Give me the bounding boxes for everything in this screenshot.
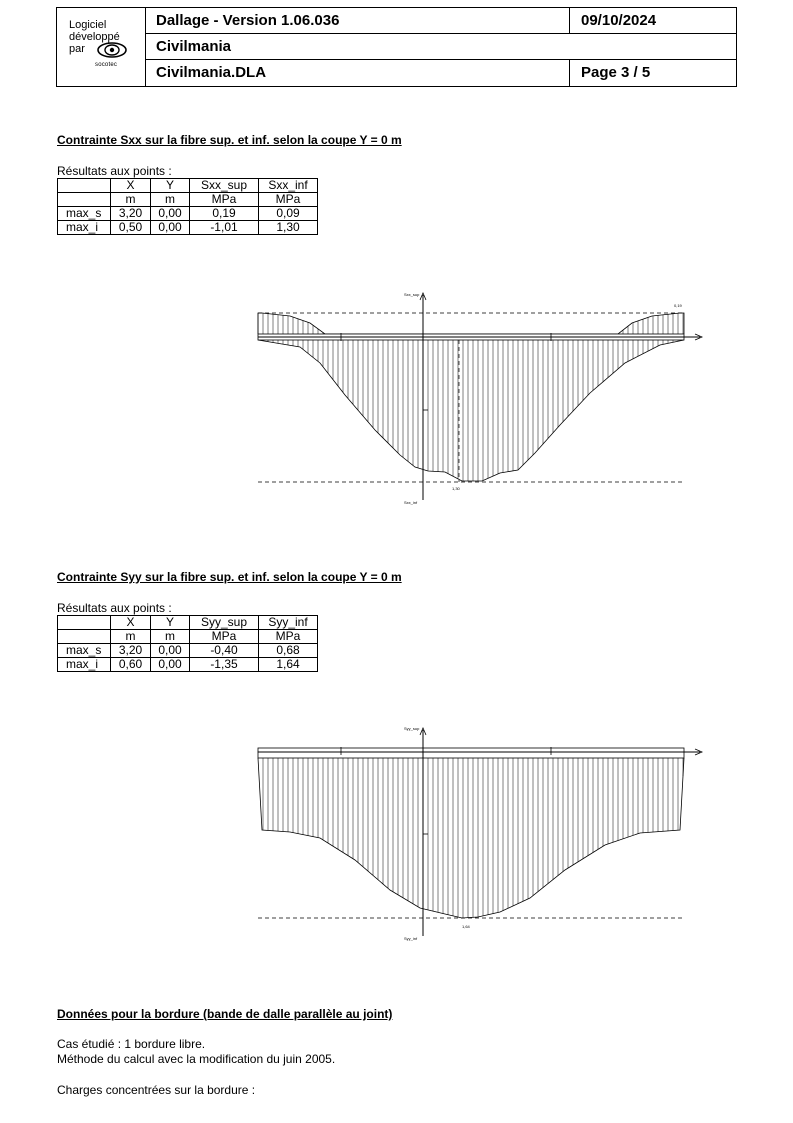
table-header-row [58,616,318,630]
table-row [58,207,318,221]
document-title: Dallage - Version 1.06.036 [156,12,340,29]
sxx-section-title: Contrainte Sxx sur la fibre sup. et inf. selon la coupe Y = 0 m [57,133,402,147]
table-cell: MPa [259,630,318,644]
table-cell: Syy_inf [259,616,318,630]
table-cell: Sxx_sup [190,179,259,193]
logo-box [57,8,146,86]
table-row [58,658,318,672]
table-units-row [58,630,318,644]
table-cell: 3,20 [111,644,151,658]
syy-results-table [57,615,318,672]
top-fiber-hatch [258,313,683,334]
table-cell: Sxx_inf [259,179,318,193]
sxx-results-table [57,178,318,235]
table-cell: max_i [58,658,111,672]
table-cell: 0,60 [111,658,151,672]
table-cell: max_s [58,207,111,221]
table-row [58,644,318,658]
table-cell: max_s [58,644,111,658]
table-cell [58,630,111,644]
table-cell: m [111,193,151,207]
table-cell: 1,30 [259,221,318,235]
logo-brand: socotec [95,62,118,68]
table-cell: m [151,630,190,644]
table-cell: 0,50 [111,221,151,235]
table-cell: MPa [190,630,259,644]
table-units-row [58,193,318,207]
table-row [58,221,318,235]
table-cell [58,616,111,630]
table-cell: 0,09 [259,207,318,221]
syy-results-intro: Résultats aux points : [57,601,172,615]
logo-text-line3: par [69,43,85,55]
table-cell: Syy_sup [190,616,259,630]
bottom-axis-label: Sxx_inf [404,500,418,505]
table-cell: Y [151,616,190,630]
table-cell: 3,20 [111,207,151,221]
table-cell [58,179,111,193]
sxx-stress-diagram [0,285,793,510]
top-axis-label: Sxx_sup [404,292,420,297]
socotec-logo-icon [95,41,129,61]
table-cell [58,193,111,207]
bottom-axis-label: Syy_inf [404,936,418,941]
table-cell: 0,00 [151,207,190,221]
border-method-text: Méthode du calcul avec la modification du juin 2005. [57,1052,336,1066]
syy-stress-diagram [0,720,793,945]
bottom-end-value: 1,30 [452,486,460,491]
table-cell: 0,00 [151,221,190,235]
table-cell: Y [151,179,190,193]
table-cell: 0,19 [190,207,259,221]
document-date: 09/10/2024 [569,8,736,33]
table-header-row [58,179,318,193]
table-cell: max_i [58,221,111,235]
page-number: Page 3 / 5 [569,60,736,86]
bottom-fiber-hatch [258,758,683,918]
bottom-fiber-curve [258,758,684,918]
table-cell: X [111,616,151,630]
slab-section [258,748,684,752]
top-axis-label: Syy_sup [404,726,420,731]
bottom-fiber-curve [258,340,684,481]
syy-section-title: Contrainte Syy sur la fibre sup. et inf. selon la coupe Y = 0 m [57,570,402,584]
table-cell: X [111,179,151,193]
company-name: Civilmania [156,38,232,55]
table-cell: MPa [190,193,259,207]
table-cell: m [151,193,190,207]
top-fiber-curve [258,313,684,334]
table-cell: 1,64 [259,658,318,672]
logo-text-line1: Logiciel [69,19,107,31]
table-cell: -0,40 [190,644,259,658]
bottom-fiber-hatch [258,340,683,481]
border-section-title: Données pour la bordure (bande de dalle parallèle au joint) [57,1007,393,1021]
border-charges-text: Charges concentrées sur la bordure : [57,1083,256,1097]
table-cell: m [111,630,151,644]
top-fiber-band [258,752,684,758]
table-cell: -1,01 [190,221,259,235]
table-cell: -1,35 [190,658,259,672]
bottom-end-value: 1,64 [462,924,470,929]
header-row-3 [145,60,736,86]
table-cell: MPa [259,193,318,207]
table-cell: 0,00 [151,644,190,658]
table-cell: 0,00 [151,658,190,672]
top-end-value: 0,19 [674,303,682,308]
sxx-results-intro: Résultats aux points : [57,164,172,178]
table-cell: 0,68 [259,644,318,658]
logo-text-line2: développé [69,31,120,43]
file-name: Civilmania.DLA [156,64,267,81]
header-row-1 [145,8,736,34]
page-header [56,7,737,87]
header-row-2 [145,34,736,60]
border-case-text: Cas étudié : 1 bordure libre. [57,1037,206,1051]
